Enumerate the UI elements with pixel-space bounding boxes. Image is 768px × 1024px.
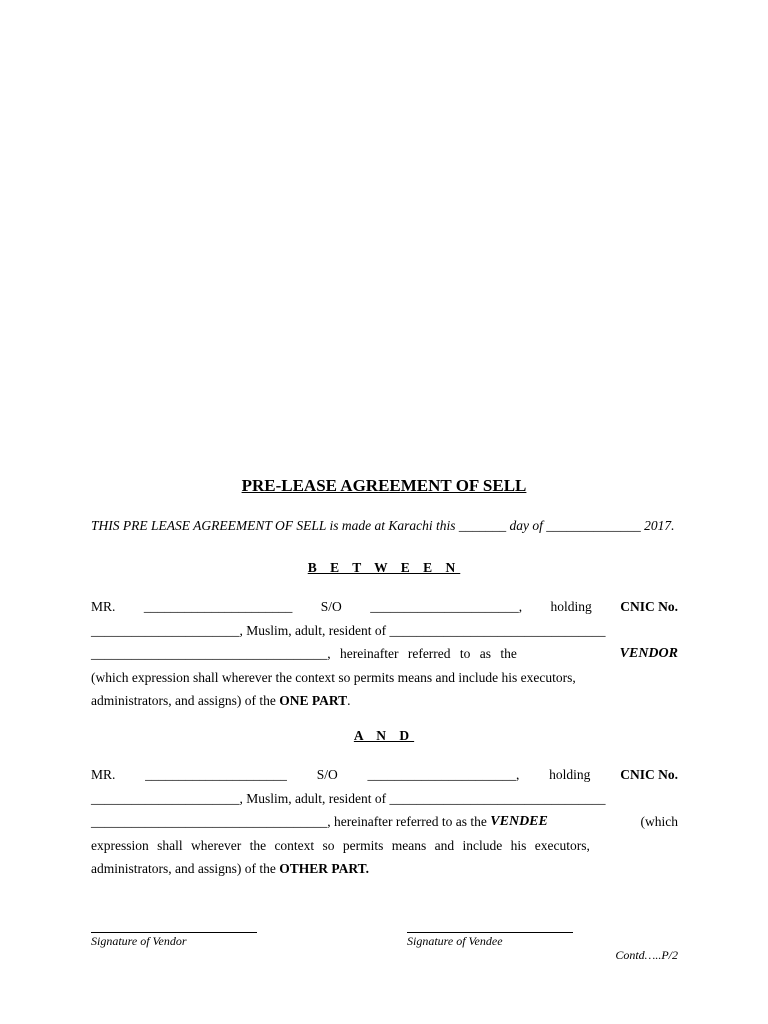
vendor-referred-text: hereinafter referred to as the [330,646,527,661]
vendor-line-5 [91,689,678,713]
vendee-referred-text: hereinafter referred to as the [330,814,491,829]
vendor-line-4 [91,666,678,690]
vendee-signature-line [407,932,573,933]
vendor-so: S/O [320,599,342,614]
vendee-part: OTHER PART. [279,861,369,876]
vendor-father-blank: ______________________, [370,599,523,614]
vendee-which-text: (which [637,814,678,829]
vendor-part: ONE PART [279,693,348,708]
vendee-address-blank: ________________________________ [389,790,606,806]
vendor-referred-wrap [331,642,678,666]
vendor-role: VENDOR [619,646,678,661]
vendor-signature-line [91,932,257,933]
vendor-signature-label: Signature of Vendor [91,934,187,948]
vendee-cnic-blank: ______________________ [91,790,240,806]
vendee-paragraph [91,763,678,881]
vendor-cnic-label: CNIC No. [620,599,678,614]
vendor-mr: MR. [91,599,116,614]
vendee-line-1 [91,763,678,787]
vendor-period: . [347,693,351,708]
document-title: PRE-LEASE AGREEMENT OF SELL [241,476,527,495]
vendor-line-1 [91,595,678,619]
vendor-line-3 [91,642,678,666]
vendee-father-blank: ______________________, [367,767,520,782]
vendee-so: S/O [316,767,338,782]
between-heading: B E T W E E N [307,560,461,575]
and-heading: A N D [353,728,415,743]
vendee-resident-text: , Muslim, adult, resident of [239,790,390,806]
vendee-assigns-text: administrators, and assigns) of the [91,861,280,876]
vendor-cnic-blank: ______________________ [91,622,240,638]
continued-note: Contd…..P/2 [615,948,678,962]
vendor-resident-text: , Muslim, adult, resident of [239,622,390,638]
vendee-name-blank: _____________________ [145,767,287,782]
vendee-address-blank-2: ___________________________________, [91,814,331,829]
vendor-holding: holding [550,599,592,614]
vendee-line-2 [91,787,678,811]
vendee-signature-label: Signature of Vendee [407,934,503,948]
vendor-address-blank: ________________________________ [389,622,606,638]
vendee-line-4 [91,834,678,858]
vendee-line-3 [91,810,678,834]
vendor-expression-text: (which expression shall wherever the context so permits means and include his executors, [91,669,576,685]
vendee-mr: MR. [91,767,116,782]
vendee-cnic-label: CNIC No. [620,767,678,782]
vendor-address-blank-2: ___________________________________, [91,646,331,661]
vendor-paragraph [91,595,678,713]
vendee-role: VENDEE [490,814,548,829]
vendor-name-blank: ______________________ [143,599,293,614]
vendor-line-2 [91,619,678,643]
vendee-expression-text: expression shall wherever the context so permits means and include his executors, [91,837,590,853]
vendor-assigns-text: administrators, and assigns) of the [91,693,280,708]
vendee-line-5 [91,857,678,881]
vendee-holding: holding [549,767,591,782]
intro-paragraph: THIS PRE LEASE AGREEMENT OF SELL is made at Karachi this _______ day of ______________ 2017. [91,518,675,533]
